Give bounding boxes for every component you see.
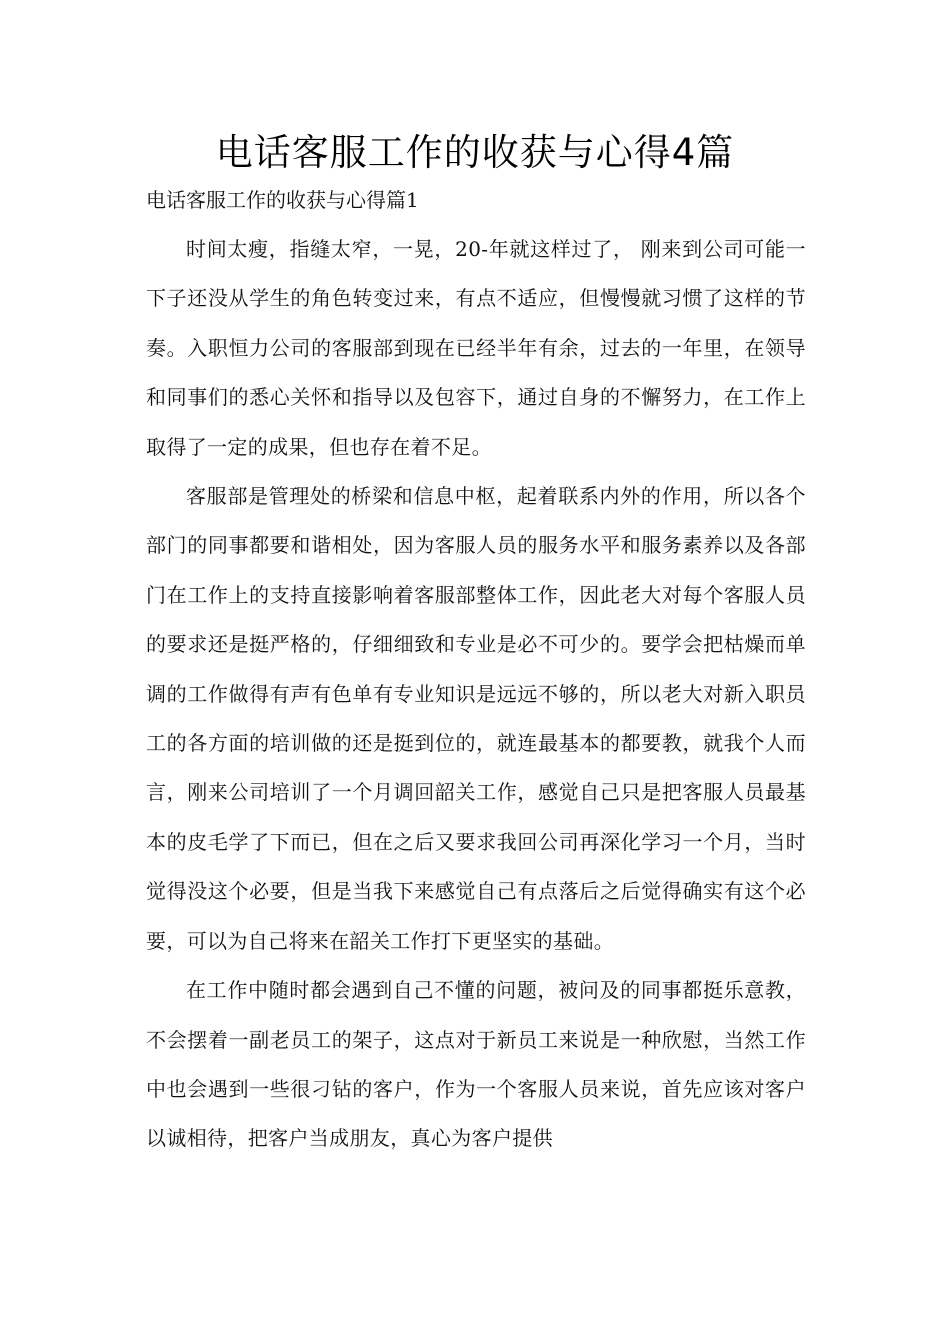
document-title: 电话客服工作的收获与心得4篇 [215,131,735,174]
paragraph: 时间太瘦，指缝太窄，一晃，20-年就这样过了， 刚来到公司可能一下子还没从学生的角色转变过来，有点不适应，但慢慢就习惯了这样的节奏。入职恒力公司的客服部到现在已经半年有余，过去的一年里，在领导和同事们的悉心关怀和指导以及包容下，通过自身的不懈努力，在工作上取得了一定的成果，但也存在着不足。 [146,237,806,459]
section-heading: 电话客服工作的收获与心得篇1 [146,188,419,212]
document-body [146,225,806,1164]
paragraph: 客服部是管理处的桥梁和信息中枢，起着联系内外的作用，所以各个部门的同事都要和谐相处，因为客服人员的服务水平和服务素养以及各部门在工作上的支持直接影响着客服部整体工作，因此老大对每个客服人员的要求还是挺严格的，仔细细致和专业是必不可少的。要学会把枯燥而单调的工作做得有声有色单有专业知识是远远不够的，所以老大对新入职员工的各方面的培训做的还是挺到位的，就连最基本的都要教，就我个人而言，刚来公司培训了一个月调回韶关工作，感觉自己只是把客服人员最基本的皮毛学了下而已，但在之后又要求我回公司再深化学习一个月，当时觉得没这个必要，但是当我下来感觉自己有点落后之后觉得确实有这个必要，可以为自己将来在韶关工作打下更坚实的基础。 [146,484,806,953]
paragraph: 在工作中随时都会遇到自己不懂的问题，被问及的同事都挺乐意教，不会摆着一副老员工的架子，这点对于新员工来说是一种欣慰，当然工作中也会遇到一些很刁钻的客户，作为一个客服人员来说，首先应该对客户以诚相待，把客户当成朋友，真心为客户提供 [146,978,806,1151]
